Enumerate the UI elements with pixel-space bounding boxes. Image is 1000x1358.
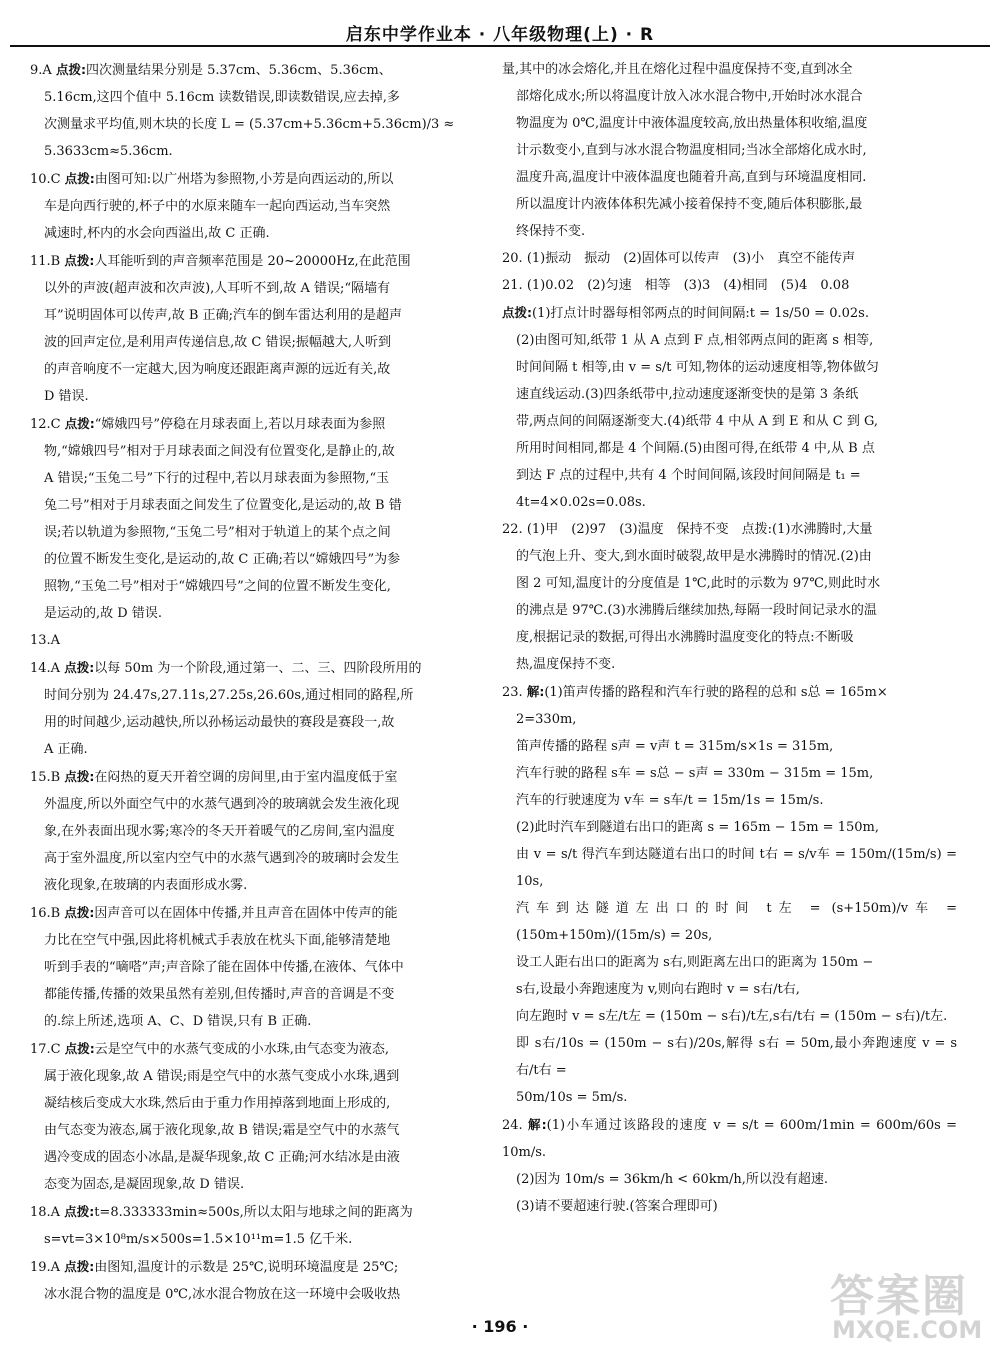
line-text: 的声音响度不一定越大,因为响度还跟距离声源的远近有关,故 (44, 362, 391, 377)
answer-line (502, 110, 957, 137)
line-text: 波的回声定位,是利用声传递信息,故 C 错误;振幅越大,人听到 (44, 335, 391, 350)
answer-line (502, 408, 957, 435)
line-text: 四次测量结果分别是 5.37cm、5.36cm、5.36cm、 (85, 63, 392, 78)
line-text: 设工人距右出口的距离为 s右,则距离左出口的距离为 150m − (516, 955, 874, 970)
hint-label: 点拨: (64, 416, 95, 431)
answer-line (502, 976, 957, 1003)
answer-line (502, 678, 957, 706)
line-text: 以每 50m 为一个阶段,通过第一、二、三、四阶段所用的 (94, 661, 422, 676)
question-number: 13.A (30, 633, 61, 648)
answer-line (502, 354, 957, 381)
line-text: 图 2 可知,温度计的分度值是 1℃,此时的示数为 97℃,则此时水 (516, 576, 881, 591)
line-text: 的气泡上升、变大,到水面时破裂,故甲是水沸腾时的情况.(2)由 (516, 549, 872, 564)
answer-line (502, 56, 957, 83)
line-text: 带,两点间的间隔逐渐变大.(4)纸带 4 中从 A 到 E 和从 C 到 G, (516, 414, 879, 429)
line-text: 因声音可以在固体中传播,并且声音在固体中传声的能 (94, 906, 398, 921)
answer-line (502, 841, 957, 895)
answer-line (502, 191, 957, 218)
answer-line (502, 435, 957, 462)
answer-line (30, 709, 485, 736)
left-column (30, 56, 485, 1308)
line-text: (1)打点计时器每相邻两点的时间间隔:t = 1s/50 = 0.02s. (532, 306, 869, 321)
answer-line (30, 763, 485, 791)
line-text: 4t=4×0.02s=0.08s. (516, 495, 646, 510)
answer-item (30, 627, 485, 654)
answer-item (502, 1111, 957, 1220)
answer-line (30, 600, 485, 627)
answer-item (502, 299, 957, 516)
line-text: 温度升高,温度计中液体温度也随着升高,直到与环境温度相同. (516, 170, 867, 185)
line-text: 到达 F 点的过程中,共有 4 个时间间隔,该段时间间隔是 t₁ = (516, 468, 861, 483)
answer-line (502, 624, 957, 651)
line-text: (2)此时汽车到隧道右出口的距离 s = 165m − 15m = 150m, (516, 820, 879, 835)
line-text: 物,“嫦娥四号”相对于月球表面之间没有位置变化,是静止的,故 (44, 444, 395, 459)
answer-line (502, 1030, 957, 1084)
line-text: 汽车到达隧道左出口的时间 t左 = (s+150m)/v车 = (150m+150m)/(15m/s) = 20s, (516, 901, 957, 943)
line-text: (1)振动 振动 (2)固体可以传声 (3)小 真空不能传声 (526, 251, 856, 266)
line-text: 速直线运动.(3)四条纸带中,拉动速度逐渐变快的是第 3 条纸 (516, 387, 859, 402)
line-text: 2=330m, (516, 712, 577, 727)
answer-line (30, 275, 485, 302)
line-text: s右,设最小奔跑速度为 v,则向右跑时 v = s右/t右, (516, 982, 800, 997)
line-text: 液化现象,在玻璃的内表面形成水雾. (44, 878, 248, 893)
line-text: 终保持不变. (516, 224, 586, 239)
line-text: 的位置不断发生变化,是运动的,故 C 正确;若以“嫦娥四号”为参 (44, 552, 401, 567)
answer-item (502, 272, 957, 299)
answer-line (30, 1063, 485, 1090)
question-number: 17.C (30, 1042, 61, 1057)
line-text: 5.16cm,这四个值中 5.16cm 读数错误,即读数错误,应去掉,多 (44, 90, 400, 105)
line-text: 的.综上所述,选项 A、C、D 错误,只有 B 正确. (44, 1014, 312, 1029)
line-text: 外温度,所以外面空气中的水蒸气遇到冷的玻璃就会发生液化现 (44, 797, 400, 812)
line-text: 误;若以轨道为参照物,“玉兔二号”相对于轨道上的某个点之间 (44, 525, 391, 540)
answer-item (30, 654, 485, 763)
answer-line (30, 1117, 485, 1144)
answer-line (30, 193, 485, 220)
line-text: (1)0.02 (2)匀速 相等 (3)3 (4)相同 (5)4 0.08 (526, 278, 850, 293)
question-number: 11.B (30, 254, 61, 269)
line-text: 在闷热的夏天开着空调的房间里,由于室内温度低于室 (94, 770, 398, 785)
hint-label: 点拨: (502, 305, 532, 320)
line-text: 是运动的,故 D 错误. (44, 606, 162, 621)
answer-line (30, 981, 485, 1008)
answer-line (30, 1226, 485, 1253)
answer-line (30, 492, 485, 519)
answer-item (30, 1035, 485, 1198)
hint-label: 点拨: (64, 1259, 95, 1274)
line-text: 兔二号”相对于月球表面之间发生了位置变化,是运动的,故 B 错 (44, 498, 402, 513)
answer-line (502, 597, 957, 624)
hint-label: 点拨: (64, 905, 95, 920)
answer-line (30, 111, 485, 138)
answer-line (30, 546, 485, 573)
question-number: 24. (502, 1118, 523, 1133)
answer-line (30, 927, 485, 954)
question-number: 9.A (30, 63, 52, 78)
line-text: 50m/10s = 5m/s. (516, 1090, 628, 1105)
answer-line (30, 438, 485, 465)
line-text: 耳”说明固体可以传声,故 B 正确;汽车的倒车雷达利用的是超声 (44, 308, 402, 323)
line-text: (3)请不要超速行驶.(答案合理即可) (516, 1199, 718, 1214)
answer-line (30, 1008, 485, 1035)
line-text: 汽车的行驶速度为 v车 = s车/t = 15m/1s = 15m/s. (516, 793, 824, 808)
line-text: 所用时间相同,都是 4 个间隔.(5)由图可得,在纸带 4 中,从 B 点 (516, 441, 875, 456)
answer-line (30, 1035, 485, 1063)
answer-line (502, 543, 957, 570)
answer-line (502, 83, 957, 110)
answer-line (30, 573, 485, 600)
question-number: 19.A (30, 1260, 61, 1275)
line-text: 由气态变为液态,属于液化现象,故 B 错误;霜是空气中的水蒸气 (44, 1123, 400, 1138)
line-text: 由图可知:以广州塔为参照物,小芳是向西运动的,所以 (94, 172, 394, 187)
answer-line (502, 651, 957, 678)
hint-label: 解: (526, 684, 545, 699)
line-text: A 正确. (44, 742, 88, 757)
question-number: 20. (502, 251, 523, 266)
hint-label: 点拨: (64, 1041, 95, 1056)
answer-line (30, 818, 485, 845)
answer-line (30, 1253, 485, 1281)
answer-line (30, 519, 485, 546)
line-text: A 错误;“玉兔二号”下行的过程中,若以月球表面为参照物,“玉 (44, 471, 390, 486)
hint-label: 点拨: (64, 769, 95, 784)
answer-line (30, 1171, 485, 1198)
question-number: 10.C (30, 172, 61, 187)
answer-line (30, 247, 485, 275)
line-text: 车是向西行驶的,杯子中的水原来随车一起向西运动,当车突然 (44, 199, 391, 214)
line-text: 向左跑时 v = s左/t左 = (150m − s右)/t左,s右/t右 = (150m − s右)/t左. (516, 1009, 948, 1024)
question-number: 15.B (30, 770, 61, 785)
line-text: s=vt=3×10⁸m/s×500s=1.5×10¹¹m=1.5 亿千米. (44, 1232, 353, 1247)
answer-line (30, 465, 485, 492)
answer-item (30, 763, 485, 899)
answer-line (30, 1090, 485, 1117)
question-number: 14.A (30, 661, 61, 676)
answer-line (502, 1003, 957, 1030)
line-text: 物温度为 0℃,温度计中液体温度较高,放出热量体积收缩,温度 (516, 116, 868, 131)
question-number: 23. (502, 685, 523, 700)
line-text: 凝结核后变成大水珠,然后由于重力作用掉落到地面上形成的, (44, 1096, 391, 1111)
answer-line (502, 787, 957, 814)
line-text: 听到手表的“嘀嗒”声;声音除了能在固体中传播,在液体、气体中 (44, 960, 404, 975)
line-text: 次测量求平均值,则木块的长度 L = (5.37cm+5.36cm+5.36cm)/3 ≈ (44, 117, 455, 132)
answer-line (502, 218, 957, 245)
hint-label: 点拨: (55, 62, 86, 77)
question-number: 21. (502, 278, 523, 293)
answer-line (30, 654, 485, 682)
watermark-cn: 答案圈 (830, 1271, 968, 1322)
answer-line (502, 1111, 957, 1166)
answer-item (502, 516, 957, 678)
answer-line (30, 383, 485, 410)
line-text: 量,其中的冰会熔化,并且在熔化过程中温度保持不变,直到冰全 (502, 62, 853, 77)
hint-label: 点拨: (64, 171, 95, 186)
line-text: 减速时,杯内的水会向西溢出,故 C 正确. (44, 226, 270, 241)
watermark-logo (830, 1260, 990, 1352)
answer-line (30, 165, 485, 193)
answer-line (30, 356, 485, 383)
line-text: 态变为固态,是凝固现象,故 D 错误. (44, 1177, 245, 1192)
answer-item (30, 410, 485, 627)
answer-line (502, 381, 957, 408)
answer-line (30, 954, 485, 981)
answer-line (502, 895, 957, 949)
answer-line (502, 272, 957, 299)
line-text: 即 s右/10s = (150m − s右)/20s,解得 s右 = 50m,最小奔跑速度 v = s右/t右 = (516, 1036, 957, 1078)
hint-label: 点拨: (64, 660, 95, 675)
question-number: 16.B (30, 906, 61, 921)
answer-item (30, 1253, 485, 1308)
line-text: 以外的声波(超声波和次声波),人耳听不到,故 A 错误;“隔墙有 (44, 281, 391, 296)
line-text: D 错误. (44, 389, 89, 404)
answer-line (30, 845, 485, 872)
answer-line (30, 302, 485, 329)
question-number: 18.A (30, 1205, 61, 1220)
answer-item (30, 899, 485, 1035)
line-text: 云是空气中的水蒸气变成的小水珠,由气态变为液态, (94, 1042, 390, 1057)
answer-line (502, 489, 957, 516)
answer-line (502, 1084, 957, 1111)
answer-line (30, 410, 485, 438)
answer-item (30, 165, 485, 247)
hint-label: 点拨: (64, 1204, 95, 1219)
answer-line (30, 84, 485, 111)
answer-line (502, 706, 957, 733)
answer-line (502, 570, 957, 597)
line-text: 高于室外温度,所以室内空气中的水蒸气遇到冷的玻璃时会发生 (44, 851, 400, 866)
line-text: (2)由图可知,纸带 1 从 A 点到 F 点,相邻两点间的距离 s 相等, (516, 333, 874, 348)
answer-line (30, 872, 485, 899)
answer-item (30, 1198, 485, 1253)
line-text: 时间间隔 t 相等,由 v = s/t 可知,物体的运动速度相等,物体做匀 (516, 360, 879, 375)
line-text: 部熔化成水;所以将温度计放入冰水混合物中,开始时冰水混合 (516, 89, 863, 104)
answer-line (502, 137, 957, 164)
watermark-en: MXQE.COM (832, 1316, 983, 1344)
answer-item (30, 247, 485, 410)
line-text: 用的时间越少,运动越快,所以孙杨运动最快的赛段是赛段一,故 (44, 715, 395, 730)
line-text: 照物,“玉兔二号”相对于“嫦娥四号”之间的位置不断发生变化, (44, 579, 391, 594)
line-text: (1)甲 (2)97 (3)温度 保持不变 点拨:(1)水沸腾时,大量 (526, 522, 873, 537)
line-text: 遇冷变成的固态小冰晶,是凝华现象,故 C 正确;河水结冰是由液 (44, 1150, 400, 1165)
answer-line (30, 736, 485, 763)
page-number: · 196 · (471, 1317, 529, 1336)
answer-line (502, 949, 957, 976)
answer-line (502, 760, 957, 787)
answer-line (502, 733, 957, 760)
line-text: 人耳能听到的声音频率范围是 20~20000Hz,在此范围 (94, 254, 411, 269)
line-text: 笛声传播的路程 s声 = v声 t = 315m/s×1s = 315m, (516, 739, 834, 754)
header-rule (10, 45, 990, 47)
answer-line (30, 899, 485, 927)
header-title: 启东中学作业本 · 八年级物理(上) · R (345, 25, 655, 45)
line-text: 时间分别为 24.47s,27.11s,27.25s,26.60s,通过相同的路程,所 (44, 688, 414, 703)
page-header (0, 0, 1000, 48)
answer-line (30, 1144, 485, 1171)
answer-line (30, 138, 485, 165)
answer-line (30, 791, 485, 818)
line-text: 冰水混合物的温度是 0℃,冰水混合物放在这一环境中会吸收热 (44, 1287, 401, 1302)
answer-line (502, 462, 957, 489)
line-text: 力比在空气中强,因此将机械式手表放在枕头下面,能够清楚地 (44, 933, 391, 948)
line-text: 属于液化现象,故 A 错误;雨是空气中的水蒸气变成小水珠,遇到 (44, 1069, 400, 1084)
answer-line (30, 329, 485, 356)
line-text: “嫦娥四号”停稳在月球表面上,若以月球表面为参照 (94, 417, 386, 432)
answer-line (502, 814, 957, 841)
line-text: 5.3633cm≈5.36cm. (44, 144, 173, 159)
answer-item (502, 56, 957, 245)
answer-line (30, 682, 485, 709)
answer-line (502, 516, 957, 543)
line-text: 计示数变小,直到与冰水混合物温度相同;当冰全部熔化成水时, (516, 143, 867, 158)
line-text: 汽车行驶的路程 s车 = s总 − s声 = 330m − 315m = 15m, (516, 766, 874, 781)
line-text: t=8.333333min≈500s,所以太阳与地球之间的距离为 (94, 1205, 413, 1220)
question-number: 12.C (30, 417, 61, 432)
answer-line (30, 1281, 485, 1308)
answer-line (502, 1166, 957, 1193)
hint-label: 点拨: (64, 253, 95, 268)
line-text: (2)因为 10m/s = 36km/h < 60km/h,所以没有超速. (516, 1172, 829, 1187)
answer-line (502, 1193, 957, 1220)
line-text: 所以温度计内液体体积先减小接着保持不变,随后体积膨胀,最 (516, 197, 863, 212)
answer-line (502, 327, 957, 354)
line-text: 都能传播,传播的效果虽然有差别,但传播时,声音的音调是不变 (44, 987, 395, 1002)
answer-line (30, 1198, 485, 1226)
right-column (502, 56, 957, 1220)
line-text: 度,根据记录的数据,可得出水沸腾时温度变化的特点:不断吸 (516, 630, 854, 645)
line-text: 由 v = s/t 得汽车到达隧道右出口的时间 t右 = s/v车 = 150m/(15m/s) = 10s, (516, 847, 957, 889)
answer-line (502, 245, 957, 272)
line-text: 热,温度保持不变. (516, 657, 616, 672)
line-text: 象,在外表面出现水雾;寒冷的冬天开着暖气的乙房间,室内温度 (44, 824, 395, 839)
answer-line (30, 220, 485, 247)
line-text: 的沸点是 97℃.(3)水沸腾后继续加热,每隔一段时间记录水的温 (516, 603, 877, 618)
hint-label: 解: (528, 1117, 547, 1132)
line-text: (1)小车通过该路段的速度 v = s/t = 600m/1min = 600m/60s = 10m/s. (502, 1118, 957, 1160)
answer-line (502, 299, 957, 327)
answer-line (30, 627, 485, 654)
line-text: (1)笛声传播的路程和汽车行驶的路程的总和 s总 = 165m× (544, 685, 888, 700)
answer-item (502, 678, 957, 1111)
answer-item (30, 56, 485, 165)
answer-item (502, 245, 957, 272)
line-text: 由图知,温度计的示数是 25℃,说明环境温度是 25℃; (94, 1260, 399, 1275)
question-number: 22. (502, 522, 523, 537)
answer-line (502, 164, 957, 191)
answer-line (30, 56, 485, 84)
